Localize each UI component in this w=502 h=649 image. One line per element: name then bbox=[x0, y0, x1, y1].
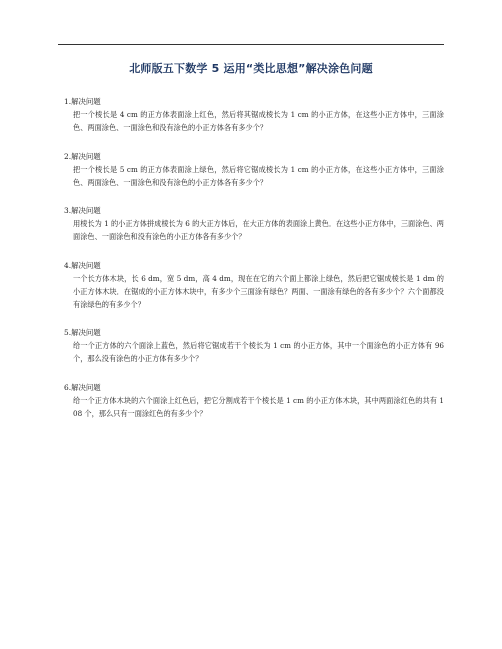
problem-text: 把一个棱长是 5 cm 的正方体表面涂上绿色，然后将它锯成棱长为 1 cm 的小正方体，在这些小正方体中，三面涂色、两面涂色、一面涂色和没有涂色的小正方体各有多少个？ bbox=[73, 164, 444, 187]
problem-heading bbox=[64, 327, 444, 339]
problem-text: 给一个正方体的六个面涂上蓝色，然后将它锯成若干个棱长为 1 cm 的小正方体，其中一个面涂色的小正方体有 96 个，那么没有涂色的小正方体有多少个？ bbox=[73, 341, 444, 363]
problem-heading bbox=[64, 96, 444, 108]
problem-text: 一个长方体木块，长 6 dm，宽 5 dm，高 4 dm，现在在它的六个面上都涂上绿色，然后把它锯成棱长是 1 dm 的小正方体木块．在锯成的小正方体木块中，有多少个三面涂有绿色？两面、一面涂有绿色的各有多少个？六个面都没有涂绿色的有多少个？ bbox=[73, 273, 444, 309]
header-rule bbox=[58, 44, 444, 45]
problem-heading-label: 解决问题 bbox=[71, 97, 101, 106]
problem-heading-label: 解决问题 bbox=[71, 151, 101, 161]
problem-heading-label: 解决问题 bbox=[71, 260, 101, 270]
problem-item-5 bbox=[64, 327, 444, 365]
problem-list bbox=[64, 96, 444, 436]
problem-text: 用棱长为 1 的小正方体拼成棱长为 6 的大正方体后，在大正方体的表面涂上黄色．在这些小正方体中，三面涂色、两面涂色、一面涂色和没有涂色的小正方体各有多少个？ bbox=[73, 219, 444, 241]
problem-heading bbox=[64, 151, 444, 163]
problem-heading bbox=[64, 205, 444, 217]
problem-number: 2. bbox=[64, 151, 72, 161]
problem-text: 给一个正方体木块的六个面涂上红色后，把它分割成若干个棱长是 1 cm 的小正方体木块，其中两面涂红色的共有 108 个，那么只有一面涂红色的有多少个？ bbox=[73, 395, 444, 418]
problem-number: 1. bbox=[64, 97, 72, 106]
problem-item-1 bbox=[64, 96, 444, 134]
problem-number: 4. bbox=[64, 260, 72, 270]
problem-number: 5. bbox=[64, 328, 72, 337]
page-title: 北师版五下数学 5 运用“类比思想”解决涂色问题 bbox=[129, 62, 373, 75]
problem-heading bbox=[64, 382, 444, 394]
problem-heading bbox=[64, 260, 444, 272]
problem-number: 3. bbox=[64, 206, 72, 215]
problem-item-2 bbox=[64, 151, 444, 189]
problem-heading-label: 解决问题 bbox=[71, 382, 101, 392]
problem-text: 把一个棱长是 4 cm 的正方体表面涂上红色，然后将其锯成棱长为 1 cm 的小正方体，在这些小正方体中，三面涂色、两面涂色、一面涂色和没有涂色的小正方体各有多少个？ bbox=[73, 110, 444, 132]
problem-item-4 bbox=[64, 260, 444, 311]
problem-item-3 bbox=[64, 205, 444, 243]
problem-heading-label: 解决问题 bbox=[71, 206, 101, 215]
problem-number: 6. bbox=[64, 382, 72, 392]
problem-item-6 bbox=[64, 382, 444, 420]
problem-heading-label: 解决问题 bbox=[71, 328, 101, 337]
